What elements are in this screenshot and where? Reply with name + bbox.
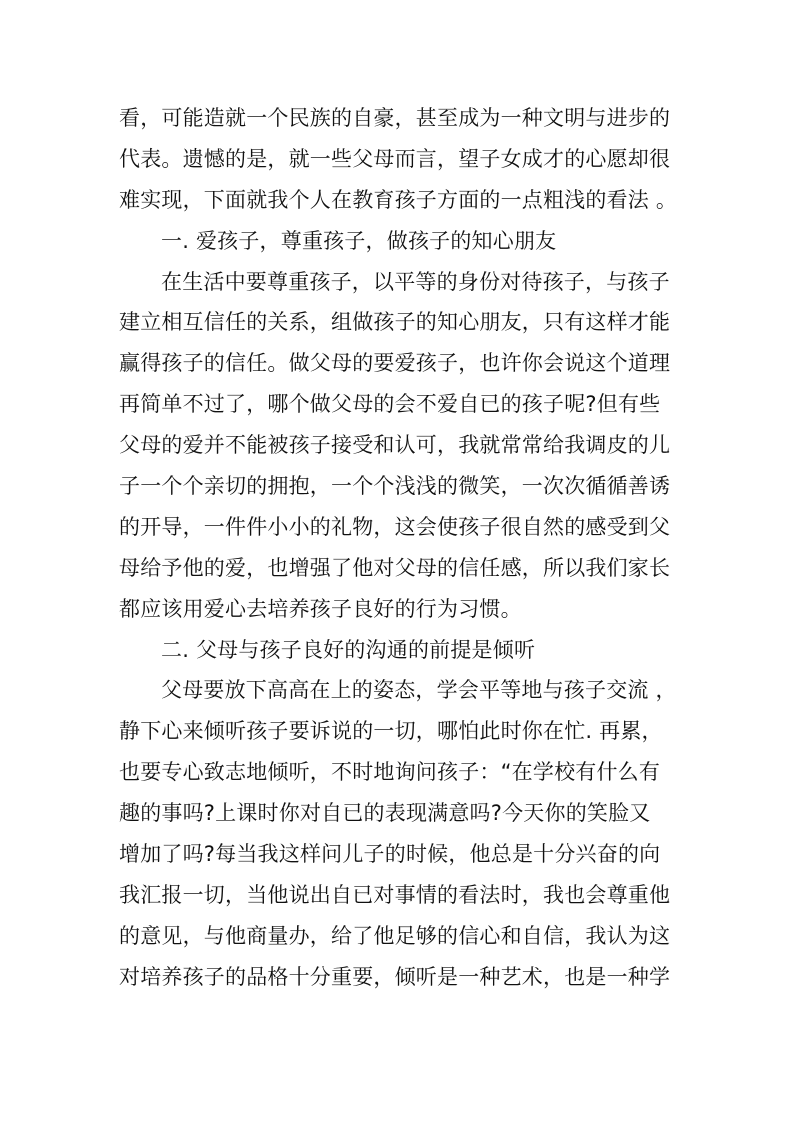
document-body [119,98,678,998]
paragraph-first-line: 在生活中要尊重孩子，以平等的身份对待孩子，与孩子 [161,269,670,294]
body-line: 父母的爱并不能被孩子接受和认可，我就常常给我调皮的儿 [119,433,671,458]
body-line: 静下心来倾听孩子要诉说的一切，哪怕此时你在忙. 再累， [119,719,663,744]
body-line: 都应该用爱心去培养孩子良好的行为习惯。 [119,596,522,621]
section-heading: 一. 爱孩子，尊重孩子，做孩子的知心朋友 [161,228,557,253]
body-line: 的意见，与他商量办，给了他足够的信心和自信，我认为这 [119,923,671,948]
body-line: 趣的事吗?上课时你对自已的表现满意吗?今天你的笑脸又 [119,801,651,826]
body-line: 再简单不过了，哪个做父母的会不爱自已的孩子呢?但有些 [119,392,661,417]
body-line: 也要专心致志地倾听，不时地询问孩子：“在学校有什么有 [119,760,661,785]
body-line: 代表。遗憾的是，就一些父母而言，望子女成才的心愿却很 [119,146,671,171]
body-line: 母给予他的爱，也增强了他对父母的信任感，所以我们家长 [119,555,671,580]
body-line: 我汇报一切，当他说出自已对事情的看法时，我也会尊重他 [119,882,671,907]
body-line: 难实现，下面就我个人在教育孩子方面的一点粗浅的看法 。 [119,187,678,212]
body-line: 子一个个亲切的拥抱，一个个浅浅的微笑，一次次循循善诱 [119,474,671,499]
body-line: 建立相互信任的关系，组做孩子的知心朋友，只有这样才能 [119,310,671,335]
body-line: 增加了吗?每当我这样问儿子的时候，他总是十分兴奋的向 [119,842,661,867]
body-line: 对培养孩子的品格十分重要，倾听是一种艺术，也是一种学 [119,964,671,989]
body-line: 赢得孩子的信任。做父母的要爱孩子，也许你会说这个道理 [119,351,671,376]
section-heading: 二. 父母与孩子良好的沟通的前提是倾听 [161,637,536,662]
body-line: 的开导，一件件小小的礼物，这会使孩子很自然的感受到父 [119,514,671,539]
paragraph-first-line: 父母要放下高高在上的姿态，学会平等地与孩子交流 ， [161,678,677,703]
body-line: 看，可能造就一个民族的自豪，甚至成为一种文明与进步的 [119,106,671,130]
